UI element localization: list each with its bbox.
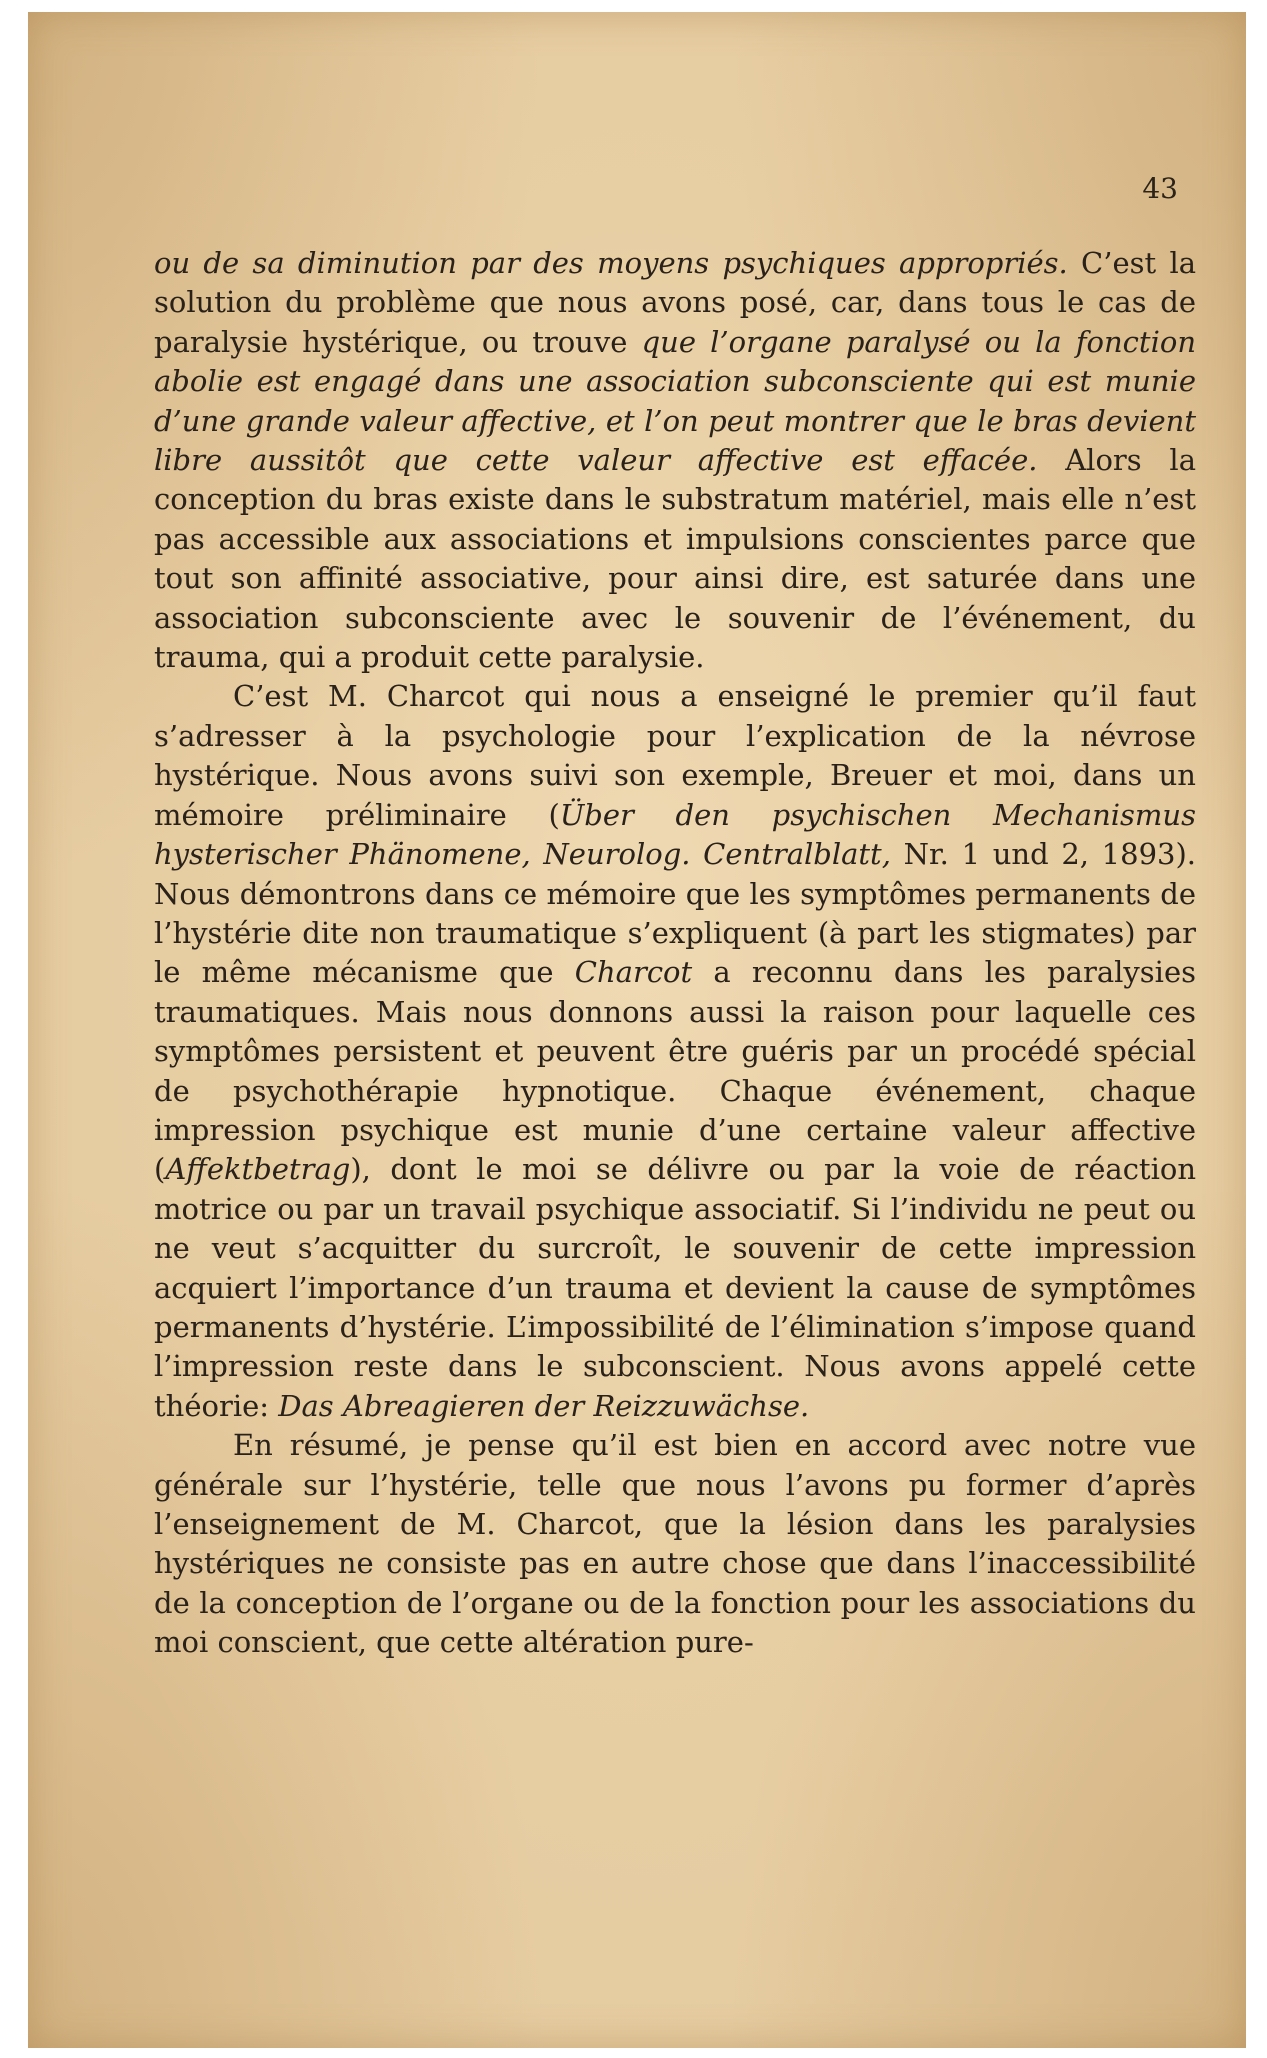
text-run: En résumé, je pense qu’il est bien en accord avec notre vue générale sur l’hystérie, telle que nous l’avons pu former d’après l’enseignement de M. Charcot, que la lésion dans les paralysies hystériques ne consiste pas en autre chose que dans l’inaccessibilité de la conception de l’organe ou de la fonction pour les associations du moi conscient, que cette altération pure- <box>154 1428 1196 1660</box>
text-run: C’est M. Charcot qui nous a enseigné le premier qu’il faut s’adresser à la psychologie pour l’explication de la névrose hystérique. Nous avons suivi son exemple, Breuer et moi, dans un mémoire préliminaire ( <box>154 679 1196 832</box>
text-run: ou de sa diminution par des moyens psychiques appropriés. <box>154 246 1068 280</box>
text-run: Affektbetrag <box>165 1152 351 1187</box>
text-run: Das Abreagieren der Reizzuwächse. <box>278 1388 810 1423</box>
text-run: a reconnu dans les paralysies traumatiques. Mais nous donnons aussi la raison pour laquelle ces symptômes persistent et peuvent être guéris par un procédé spécial de psychothérapie hypnotique. Chaque événement, chaque impression psychique est munie d’une certaine valeur affective ( <box>154 955 1196 1187</box>
text-run: Alors la conception du bras existe dans le substratum matériel, mais elle n’est pas accessible aux associations et impulsions conscientes parce que tout son affinité associative, pour ainsi dire, est saturée dans une association subconsciente avec le souvenir de l’événement, du trauma, qui a produit cette paralysie. <box>154 443 1196 675</box>
text-run: Nr. 1 und 2, 1893). Nous démontrons dans ce mémoire que les symptômes permanents de l’hystérie dite non traumatique s’expliquent (à part les stigmates) par le même mécanisme que <box>154 837 1197 990</box>
text-run: que l’organe paralysé ou la fonction abolie est engagé dans une association subconsciente qui est munie d’une grande valeur affective, et l’on peut montrer que le bras devient libre aussitôt que cette valeur affective est effacée. <box>154 324 1196 478</box>
text-run: ), dont le moi se délivre ou par la voie de réaction motrice ou par un travail psychique associatif. Si l’individu ne peut ou ne veut s’acquitter du surcroît, le souvenir de cette impression acquiert l’importance d’un trauma et devient la cause de symptômes permanents d’hystérie. L’impossibilité de l’élimination s’impose quand l’impression reste dans le subconscient. Nous avons appelé cette théorie: <box>154 1152 1196 1423</box>
body-text <box>154 244 1196 1663</box>
paragraph-1 <box>154 244 1196 677</box>
paragraph-2 <box>154 677 1196 1426</box>
text-run: C’est la solution du problème que nous avons posé, car, dans tous le cas de paralysie hystérique, ou trouve <box>154 246 1197 359</box>
paragraph-3 <box>154 1426 1196 1662</box>
book-page <box>28 12 1246 2048</box>
text-run: Charcot <box>574 955 693 990</box>
text-run: Über den psychischen Mechanismus hysterischer Phänomene, Neurolog. Centralblatt, <box>154 797 1196 872</box>
page-number: 43 <box>1142 172 1178 205</box>
